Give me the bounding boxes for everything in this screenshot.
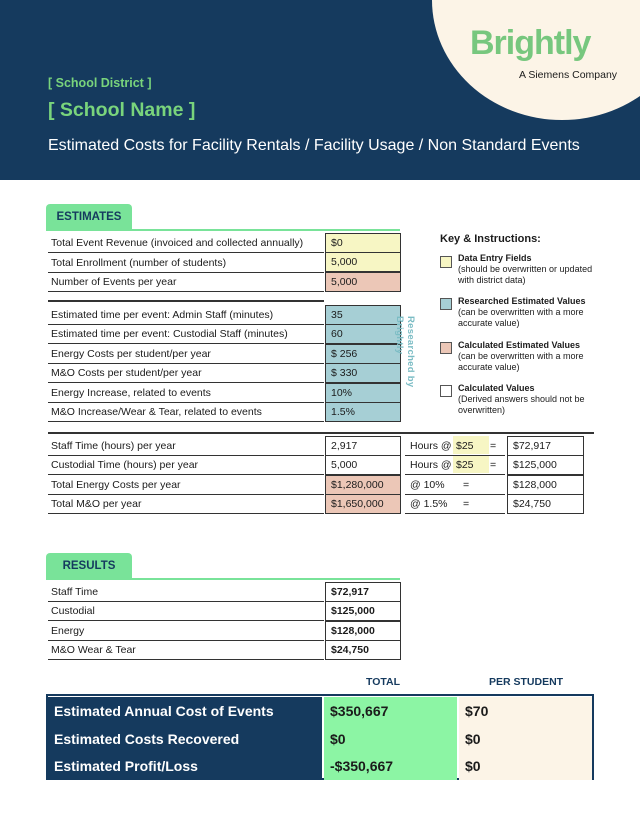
estimate-label: Estimated time per event: Admin Staff (minutes) [51, 309, 274, 321]
summary-label: Estimated Costs Recovered [48, 725, 322, 753]
row-divider [48, 640, 324, 641]
hours-at-label: Hours @ [410, 440, 452, 452]
result-staff-time: $72,917 [325, 582, 401, 602]
custodial-cost-result: $125,000 [507, 455, 584, 475]
key-heading: Calculated Estimated Values [458, 340, 581, 350]
summary-total: -$350,667 [324, 752, 457, 780]
row-divider [48, 402, 324, 403]
row-divider [405, 494, 505, 495]
key-heading: Data Entry Fields [458, 253, 532, 263]
mo-increase-input[interactable]: 1.5% [325, 402, 401, 422]
researched-swatch [440, 298, 452, 310]
estimate-label: Energy Costs per student/per year [51, 348, 211, 360]
result-mo-wear: $24,750 [325, 640, 401, 660]
summary-label: Estimated Profit/Loss [48, 752, 322, 780]
mo-cost-per-student-input[interactable]: $ 330 [325, 363, 401, 383]
results-divider [46, 578, 400, 580]
summary-per-student: $0 [459, 752, 592, 780]
row-divider [48, 343, 324, 344]
estimate-label: M&O Costs per student/per year [51, 367, 202, 379]
energy-cost-per-student-input[interactable]: $ 256 [325, 344, 401, 364]
row-divider [48, 382, 324, 383]
total-event-revenue-input[interactable]: $0 [325, 233, 401, 253]
summary-per-student: $70 [459, 697, 592, 725]
calculated-estimated-swatch [440, 342, 452, 354]
mo-increase-ref: @ 1.5% [410, 498, 448, 510]
mo-cost-result: $24,750 [507, 494, 584, 514]
staff-rate-value: $25 [456, 440, 474, 452]
school-district: [ School District ] [48, 76, 152, 90]
row-divider [48, 455, 324, 456]
custodial-rate-value: $25 [456, 459, 474, 471]
estimate-label: Energy Increase, related to events [51, 387, 211, 399]
result-label: Energy [51, 625, 85, 637]
row-divider [405, 455, 505, 456]
energy-increase-ref: @ 10% [410, 479, 445, 491]
school-name: [ School Name ] [48, 99, 196, 121]
row-divider [48, 272, 324, 273]
equals-sign: = [463, 479, 470, 491]
equals-sign: = [463, 498, 470, 510]
result-energy: $128,000 [325, 621, 401, 641]
logo-subtitle: A Siemens Company [519, 69, 618, 81]
total-mo-value[interactable]: $1,650,000 [325, 494, 401, 514]
estimates-tab: ESTIMATES [46, 204, 132, 230]
page-title: Estimated Costs for Facility Rentals / Facility Usage / Non Standard Events [48, 137, 580, 154]
estimates-divider [46, 229, 400, 231]
estimate-label: Custodial Time (hours) per year [51, 459, 199, 471]
brightly-logo: Brightly [470, 24, 591, 62]
estimate-label: Staff Time (hours) per year [51, 440, 176, 452]
row-divider [48, 363, 324, 364]
estimate-label: M&O Increase/Wear & Tear, related to events [51, 406, 262, 418]
row-divider [48, 324, 324, 325]
row-divider [48, 513, 324, 514]
estimate-label: Number of Events per year [51, 276, 177, 288]
total-enrollment-input[interactable]: 5,000 [325, 252, 401, 272]
estimate-label: Total Enrollment (number of students) [51, 257, 227, 269]
energy-cost-result: $128,000 [507, 475, 584, 495]
row-divider [48, 601, 324, 602]
key-title: Key & Instructions: [440, 233, 541, 245]
estimate-label: Total Energy Costs per year [51, 479, 181, 491]
row-divider [48, 474, 324, 475]
row-divider [48, 252, 324, 253]
total-column-header: TOTAL [366, 676, 401, 688]
staff-cost-result: $72,917 [507, 436, 584, 456]
per-student-column-header: PER STUDENT [489, 676, 564, 688]
key-description: (can be overwritten with a more accurate value) [458, 351, 584, 372]
key-description: (should be overwritten or updated with district data) [458, 264, 593, 285]
hours-at-label: Hours @ [410, 459, 452, 471]
estimate-label: Estimated time per event: Custodial Staff (minutes) [51, 328, 288, 340]
row-divider [48, 659, 324, 660]
summary-per-student: $0 [459, 725, 592, 753]
summary-total: $350,667 [324, 697, 457, 725]
row-divider [48, 620, 324, 621]
section-divider [48, 300, 324, 302]
data-entry-swatch [440, 256, 452, 268]
key-heading: Researched Estimated Values [458, 296, 586, 306]
summary-table [46, 694, 594, 780]
key-heading: Calculated Values [458, 383, 535, 393]
summary-label: Estimated Annual Cost of Events [48, 697, 322, 725]
row-divider [405, 474, 505, 475]
custodial-hours-value: 5,000 [325, 455, 401, 475]
result-label: Custodial [51, 605, 95, 617]
result-label: Staff Time [51, 586, 99, 598]
equals-sign: = [490, 459, 497, 471]
result-custodial: $125,000 [325, 601, 401, 621]
admin-staff-minutes-input[interactable]: 35 [325, 305, 401, 325]
summary-total: $0 [324, 725, 457, 753]
row-divider [405, 513, 505, 514]
estimate-label: Total Event Revenue (invoiced and collected annually) [51, 237, 304, 249]
row-divider [48, 421, 324, 422]
calculated-swatch [440, 385, 452, 397]
results-tab: RESULTS [46, 553, 132, 579]
estimate-label: Total M&O per year [51, 498, 142, 510]
custodial-staff-minutes-input[interactable]: 60 [325, 324, 401, 344]
key-description: (can be overwritten with a more accurate value) [458, 307, 584, 328]
row-divider [48, 494, 324, 495]
equals-sign: = [490, 440, 497, 452]
result-label: M&O Wear & Tear [51, 644, 136, 656]
section-divider [48, 432, 594, 434]
staff-hours-value: 2,917 [325, 436, 401, 456]
total-energy-cost-value[interactable]: $1,280,000 [325, 475, 401, 495]
row-divider [48, 291, 324, 292]
researched-by-note: Researched by Brightly [394, 316, 416, 388]
key-description: (Derived answers should not be overwritten) [458, 394, 585, 415]
page-header [0, 0, 640, 180]
energy-increase-input[interactable]: 10% [325, 383, 401, 403]
events-per-year-input[interactable]: 5,000 [325, 272, 401, 292]
